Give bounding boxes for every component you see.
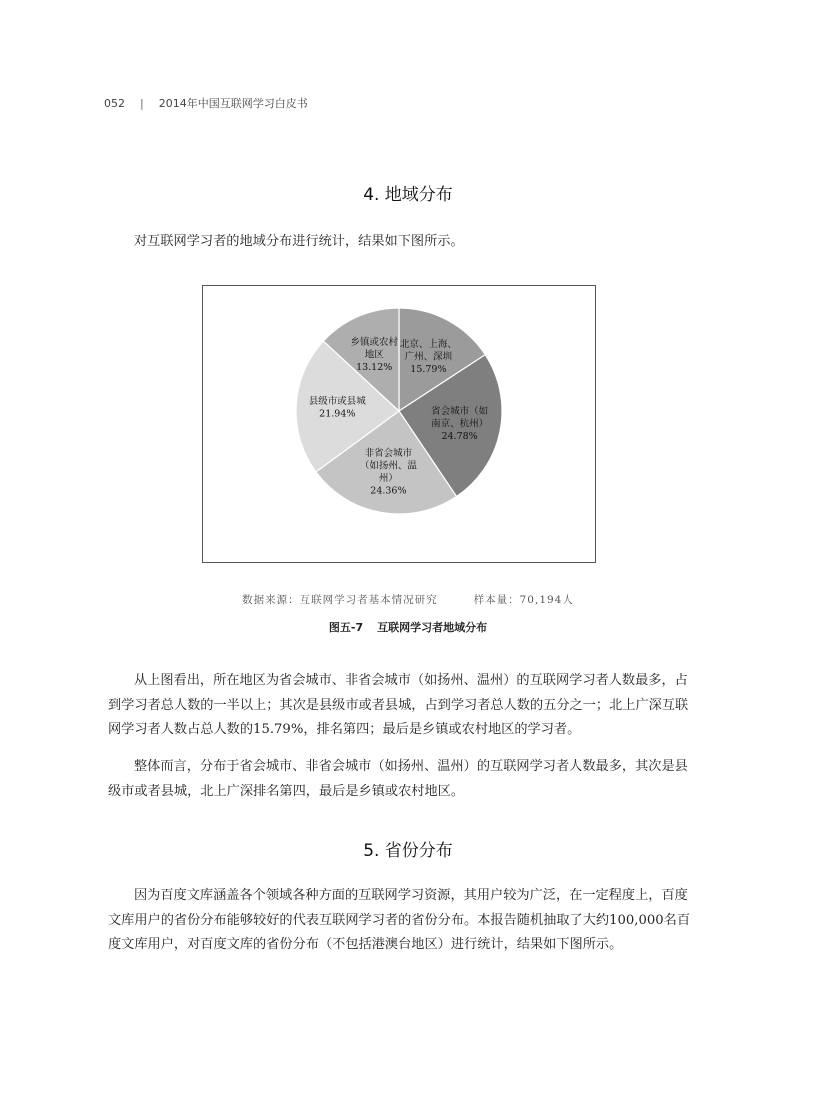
pie-category-label: 南京、杭州）	[431, 418, 489, 430]
figure-number: 图五-7	[328, 621, 364, 634]
pie-category-label: 州）	[378, 473, 398, 485]
figure-source: 数据来源：互联网学习者基本情况研究	[242, 594, 438, 606]
pie-chart	[203, 286, 595, 562]
figure-caption	[0, 619, 816, 635]
section-4-intro: 对互联网学习者的地域分布进行统计，结果如下图所示。	[134, 234, 464, 249]
running-header	[104, 95, 308, 111]
pie-chart-frame	[202, 285, 596, 563]
pie-category-label: 地区	[364, 349, 384, 361]
section-4-paragraph-1: 从上图看出，所在地区为省会城市、非省会城市（如扬州、温州）的互联网学习者人数最多，占到学习者总人数的一半以上；其次是县级市或者县城，占到学习者总人数的五分之一；北上广深互联网学习者人数占总人数的15.79%，排名第四；最后是乡镇或农村地区的学习者。	[108, 673, 689, 737]
figure-sample-size: 样本量：70,194人	[473, 594, 574, 606]
pie-category-label: 广州、深圳	[404, 351, 453, 363]
pie-category-label: 非省会城市	[364, 448, 413, 460]
figure-title: 互联网学习者地域分布	[377, 621, 488, 634]
header-separator: |	[140, 96, 144, 110]
figure-source-line	[0, 592, 816, 607]
pie-value-label: 24.36%	[370, 485, 407, 497]
pie-category-label: 县级市或县城	[308, 396, 366, 408]
pie-category-label: 北京、上海、	[399, 339, 457, 351]
pie-value-label: 15.79%	[410, 364, 447, 376]
pie-value-label: 21.94%	[319, 408, 356, 420]
section-4-paragraph-2: 整体而言，分布于省会城市、非省会城市（如扬州、温州）的互联网学习者人数最多，其次是县级市或者县城，北上广深排名第四，最后是乡镇或农村地区。	[108, 759, 688, 799]
book-title: 2014年中国互联网学习白皮书	[158, 97, 308, 110]
pie-value-label: 24.78%	[441, 430, 478, 442]
section-4-title: 4. 地域分布	[363, 185, 453, 205]
section-5-paragraph-1: 因为百度文库涵盖各个领域各种方面的互联网学习资源，其用户较为广泛，在一定程度上，百度文库用户的省份分布能够较好的代表互联网学习者的省份分布。本报告随机抽取了大约100,000名百度文库用户，对百度文库的省份分布（不包括港澳台地区）进行统计，结果如下图所示。	[108, 888, 691, 952]
section-5-title: 5. 省份分布	[363, 841, 453, 861]
pie-category-label: 乡镇或农村	[350, 336, 398, 348]
pie-category-label: （如扬州、温	[359, 460, 417, 472]
pie-category-label: 省会城市（如	[431, 405, 489, 417]
page-number: 052	[104, 96, 125, 110]
pie-value-label: 13.12%	[356, 361, 393, 373]
